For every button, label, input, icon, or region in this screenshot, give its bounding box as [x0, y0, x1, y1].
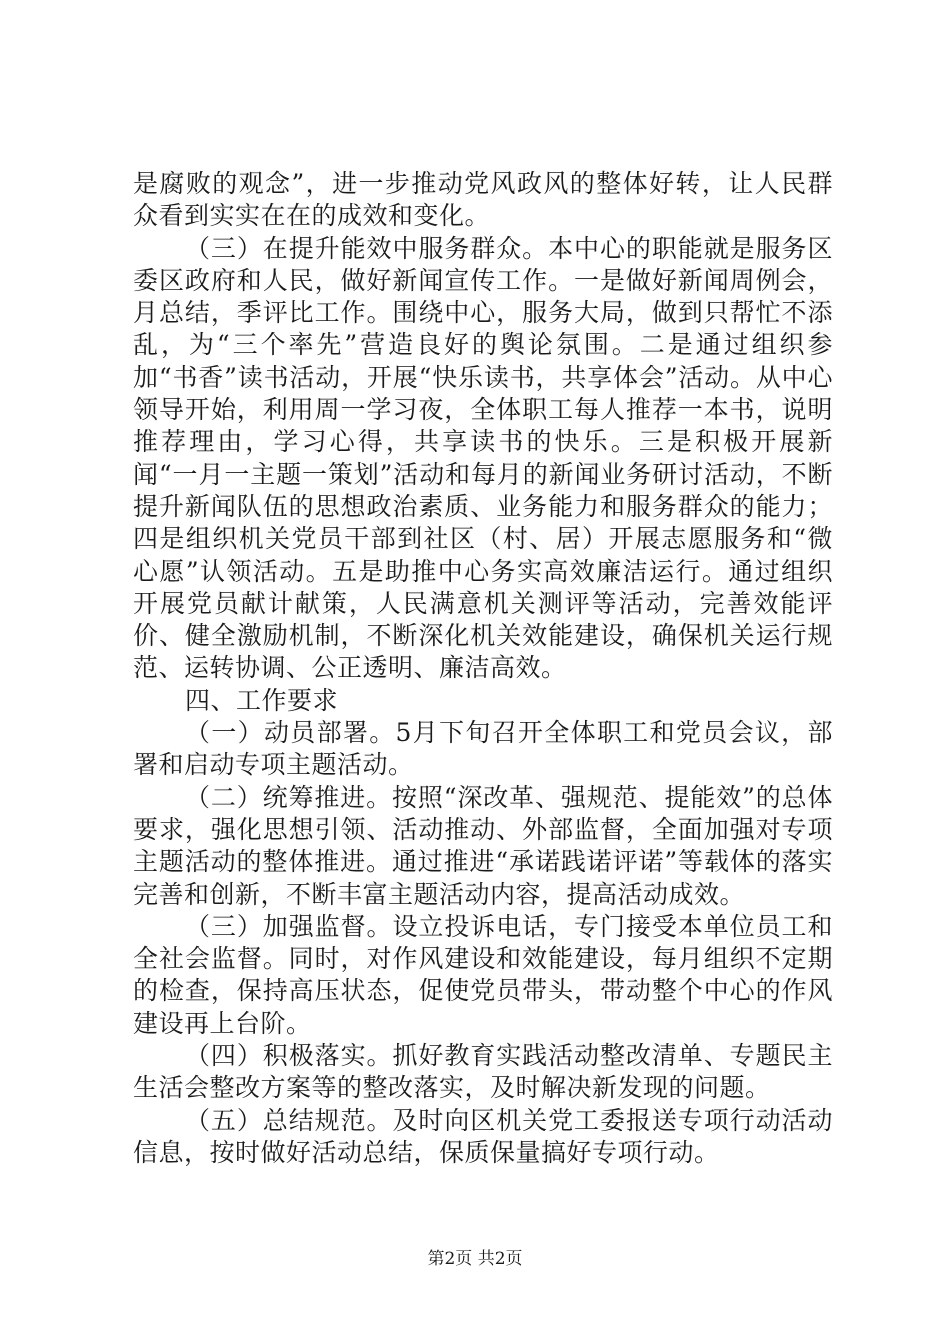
- paragraph-section-3: （三）在提升能效中服务群众。本中心的职能就是服务区委区政府和人民，做好新闻宣传工作。一是做好新闻周例会，月总结，季评比工作。围绕中心，服务大局，做到只帮忙不添乱，为“三个率先”营造良好的舆论氛围。二是通过组织参加“书香”读书活动，开展“快乐读书，共享体会”活动。从中心领导开始，利用周一学习夜，全体职工每人推荐一本书，说明推荐理由，学习心得，共享读书的快乐。三是积极开展新闻“一月一主题一策划”活动和每月的新闻业务研讨活动，不断提升新闻队伍的思想政治素质、业务能力和服务群众的能力；四是组织机关党员干部到社区（村、居）开展志愿服务和“微心愿”认领活动。五是助推中心务实高效廉洁运行。通过组织开展党员献计献策，人民满意机关测评等活动，完善效能评价、健全激励机制，不断深化机关效能建设，确保机关运行规范、运转协调、公正透明、廉洁高效。: [133, 233, 833, 683]
- paragraph-requirement-5: （五）总结规范。及时向区机关党工委报送专项行动活动信息，按时做好活动总结，保质保量搞好专项行动。: [133, 1105, 833, 1167]
- section-heading-work-requirements: 四、工作要求: [185, 685, 339, 715]
- page-number: 第2页 共2页: [427, 1249, 523, 1269]
- paragraph-requirement-1: （一）动员部署。5月下旬召开全体职工和党员会议，部署和启动专项主题活动。: [133, 718, 833, 780]
- paragraph-requirement-3: （三）加强监督。设立投诉电话，专门接受本单位员工和全社会监督。同时，对作风建设和效能建设，每月组织不定期的检查，保持高压状态，促使党员带头，带动整个中心的作风建设再上台阶。: [133, 911, 833, 1038]
- paragraph-requirement-4: （四）积极落实。抓好教育实践活动整改清单、专题民主生活会整改方案等的整改落实，及时解决新发现的问题。: [133, 1041, 833, 1103]
- document-body: [133, 168, 833, 1169]
- paragraph-continuation: 是腐败的观念”，进一步推动党风政风的整体好转，让人民群众看到实实在在的成效和变化。: [133, 169, 833, 231]
- page-footer: [0, 1244, 950, 1269]
- paragraph-requirement-2: （二）统筹推进。按照“深改革、强规范、提能效”的总体要求，强化思想引领、活动推动、外部监督，全面加强对专项主题活动的整体推进。通过推进“承诺践诺评诺”等载体的落实完善和创新，不断丰富主题活动内容，提高活动成效。: [133, 782, 833, 909]
